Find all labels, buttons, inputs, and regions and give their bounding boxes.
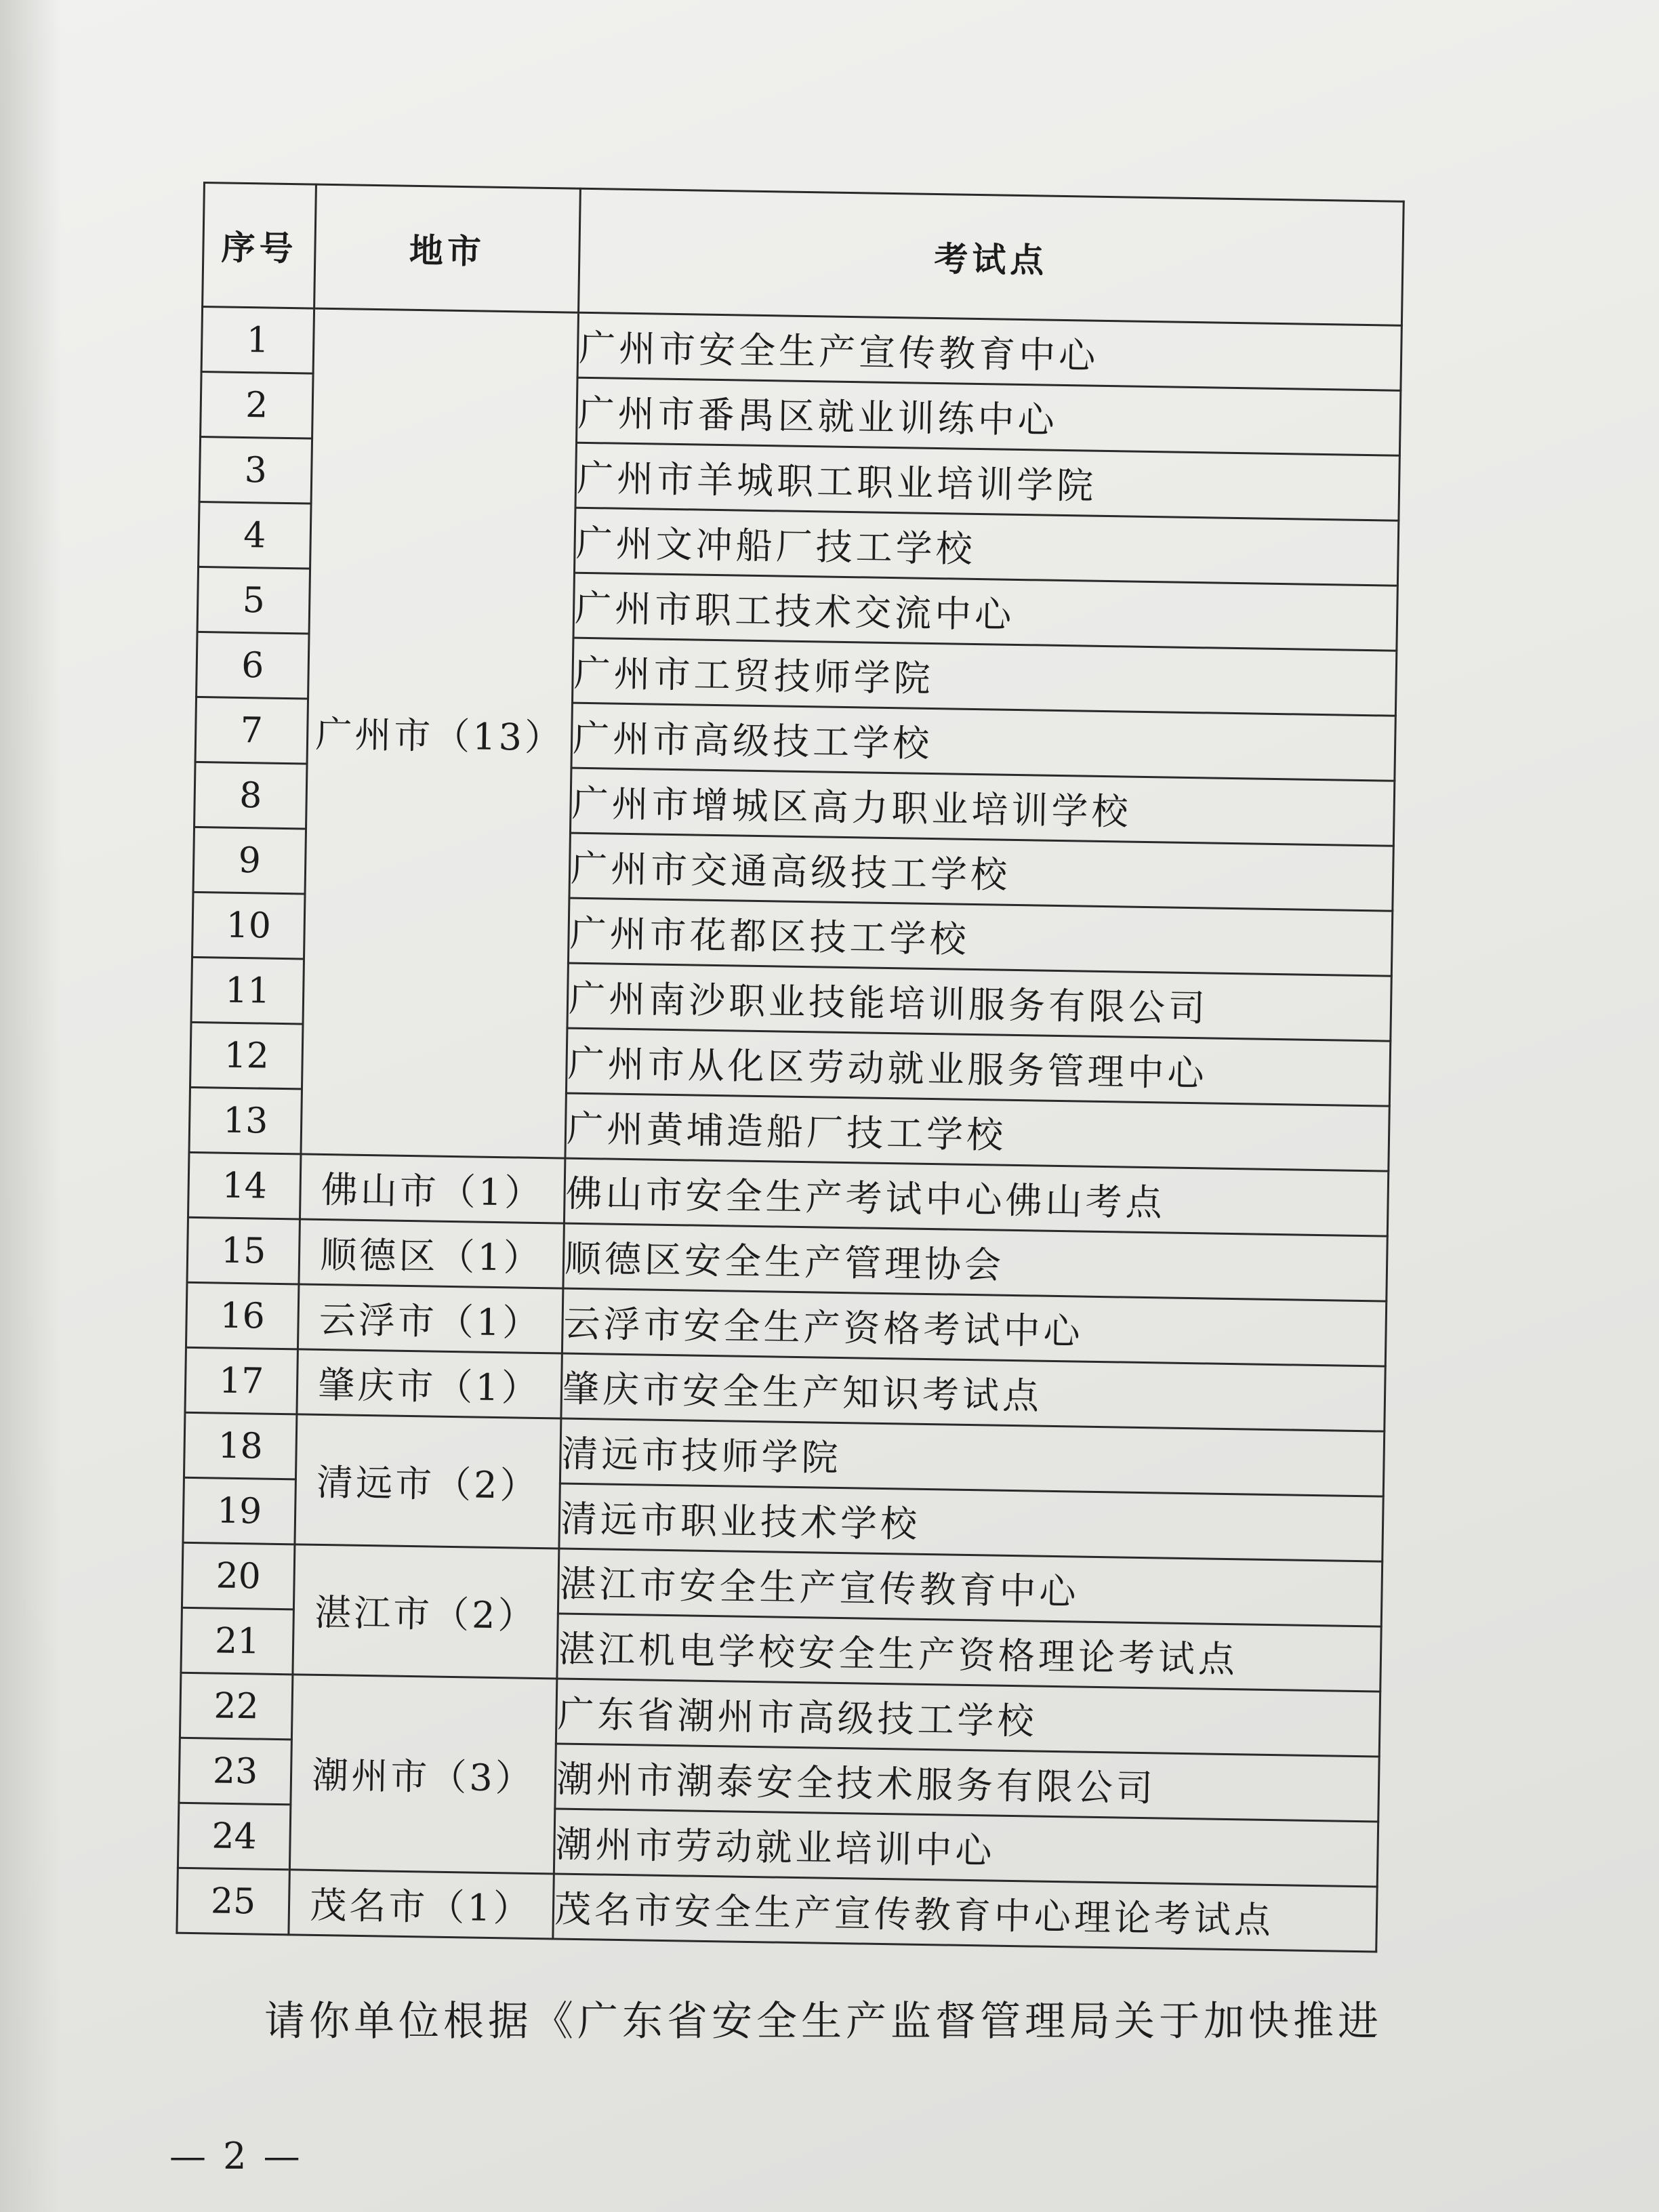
exam-site-cell: 潮州市潮泰安全技术服务有限公司: [555, 1744, 1379, 1822]
serial-number-cell: 13: [189, 1087, 302, 1154]
header-serial-number: 序号: [203, 183, 316, 309]
city-cell: 清远市（2）: [295, 1414, 561, 1549]
exam-site-cell: 广州南沙职业技能培训服务有限公司: [567, 963, 1391, 1041]
exam-site-cell: 顺德区安全生产管理协会: [563, 1223, 1387, 1301]
exam-site-cell: 广东省潮州市高级技工学校: [556, 1679, 1380, 1757]
page-edge-shadow: [0, 0, 61, 2212]
city-cell: 湛江市（2）: [293, 1544, 559, 1679]
serial-number-cell: 14: [188, 1152, 300, 1219]
serial-number-cell: 2: [201, 371, 313, 438]
body-paragraph-start: 请你单位根据《广东省安全生产监督管理局关于加快推进: [264, 1998, 1382, 2045]
table-header-row: [203, 183, 1404, 326]
exam-site-cell: 湛江市安全生产宣传教育中心: [558, 1549, 1382, 1626]
exam-site-cell: 广州市高级技工学校: [571, 703, 1395, 781]
header-city: 地市: [314, 184, 581, 312]
exam-site-cell: 广州文冲船厂技工学校: [575, 508, 1399, 586]
exam-site-cell: 湛江机电学校安全生产资格理论考试点: [557, 1614, 1381, 1692]
exam-site-table-wrapper: [176, 182, 1402, 1952]
serial-number-cell: 9: [193, 827, 306, 894]
serial-number-cell: 10: [192, 892, 305, 959]
table-body: [177, 307, 1401, 1952]
serial-number-cell: 16: [186, 1282, 298, 1349]
header-exam-site: 考试点: [579, 188, 1404, 325]
serial-number-cell: 7: [195, 697, 308, 764]
exam-site-cell: 广州市羊城职工职业培训学院: [575, 443, 1399, 520]
city-cell: 肇庆市（1）: [297, 1349, 562, 1418]
exam-site-table: [176, 182, 1404, 1953]
serial-number-cell: 19: [183, 1477, 295, 1544]
serial-number-cell: 1: [201, 307, 314, 374]
exam-site-cell: 广州市交通高级技工学校: [569, 833, 1393, 911]
serial-number-cell: 3: [199, 436, 312, 504]
exam-site-cell: 茂名市安全生产宣传教育中心理论考试点: [553, 1874, 1377, 1952]
exam-site-cell: 广州市安全生产宣传教育中心: [577, 312, 1401, 390]
exam-site-cell: 潮州市劳动就业培训中心: [554, 1809, 1378, 1887]
serial-number-cell: 17: [185, 1347, 298, 1414]
exam-site-cell: 广州黄埔造船厂技工学校: [565, 1093, 1389, 1171]
serial-number-cell: 4: [199, 501, 311, 569]
exam-site-cell: 云浮市安全生产资格考试中心: [562, 1288, 1386, 1366]
serial-number-cell: 8: [194, 762, 307, 829]
exam-site-cell: 清远市职业技术学校: [559, 1483, 1383, 1561]
exam-site-cell: 佛山市安全生产考试中心佛山考点: [564, 1158, 1388, 1236]
city-cell: 广州市（13）: [301, 308, 579, 1158]
exam-site-cell: 广州市增城区高力职业培训学校: [570, 768, 1394, 846]
serial-number-cell: 20: [182, 1542, 294, 1610]
exam-site-cell: 清远市技师学院: [560, 1418, 1384, 1496]
city-cell: 潮州市（3）: [289, 1675, 556, 1874]
serial-number-cell: 25: [177, 1868, 289, 1935]
city-cell: 顺德区（1）: [299, 1219, 564, 1288]
serial-number-cell: 18: [184, 1412, 296, 1479]
page-number: — 2 —: [169, 2135, 303, 2177]
exam-site-cell: 广州市番禺区就业训练中心: [577, 377, 1401, 455]
exam-site-cell: 广州市工贸技师学院: [572, 638, 1396, 716]
serial-number-cell: 5: [197, 567, 310, 634]
city-cell: 佛山市（1）: [300, 1154, 565, 1223]
city-cell: 茂名市（1）: [289, 1870, 554, 1939]
exam-site-cell: 广州市从化区劳动就业服务管理中心: [566, 1028, 1390, 1106]
exam-site-cell: 肇庆市安全生产知识考试点: [561, 1353, 1385, 1431]
exam-site-cell: 广州市花都区技工学校: [568, 898, 1392, 976]
serial-number-cell: 15: [187, 1217, 300, 1284]
serial-number-cell: 11: [191, 957, 304, 1024]
serial-number-cell: 22: [180, 1673, 292, 1740]
serial-number-cell: 6: [197, 632, 309, 699]
city-cell: 云浮市（1）: [298, 1284, 562, 1353]
serial-number-cell: 23: [179, 1738, 291, 1805]
serial-number-cell: 12: [190, 1022, 303, 1089]
serial-number-cell: 21: [181, 1607, 293, 1675]
exam-site-cell: 广州市职工技术交流中心: [573, 573, 1397, 651]
serial-number-cell: 24: [178, 1803, 290, 1870]
